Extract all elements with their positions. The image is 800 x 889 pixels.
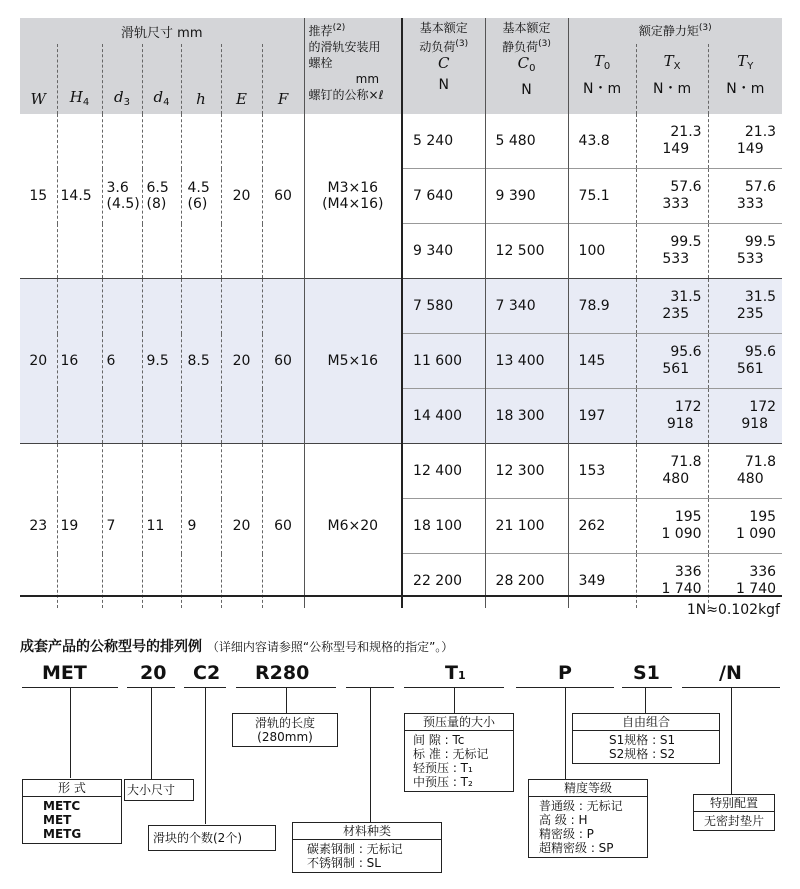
blocks-box: 滑块的个数(2个) <box>148 825 276 851</box>
connector-preload <box>454 687 455 713</box>
bolt-header: 推荐$^{(2)}$ 的滑轨安装用 螺栓 mm 螺钉的公称×ℓ <box>304 18 402 114</box>
cell-W: 23 <box>20 444 57 609</box>
cell-C0: 21 100 <box>485 499 568 554</box>
cell-C0: 9 390 <box>485 169 568 224</box>
cell-C0: 12 300 <box>485 444 568 499</box>
cell-TX: 172 918 <box>636 389 708 444</box>
col-d4: $d_4$ <box>142 44 181 114</box>
code-size: 20 <box>140 662 167 684</box>
code-met: MET <box>42 662 87 684</box>
moment-header: 额定静力矩$^{(3)}$ <box>568 18 782 44</box>
cell-bolt: M5×16 <box>304 279 402 444</box>
code-combo: S1 <box>633 662 660 684</box>
cell-TY: 172 918 <box>708 389 782 444</box>
cell-C0: 12 500 <box>485 224 568 279</box>
cell-C: 18 100 <box>402 499 485 554</box>
cell-T0: 145 <box>568 334 636 389</box>
dynamic-load-header: 基本额定 动负荷$^{(3)}$ C N <box>402 18 485 114</box>
special-box: 特别配置 无密封垫片 <box>693 794 775 831</box>
cell-C0: 28 200 <box>485 554 568 609</box>
col-TX: $T_X$ N・m <box>636 44 708 114</box>
table-row <box>20 279 782 334</box>
code-accuracy: P <box>558 662 572 684</box>
cell-C: 7 640 <box>402 169 485 224</box>
cell-TX: 21.3 149 <box>636 114 708 169</box>
cell-C: 11 600 <box>402 334 485 389</box>
cell-TX: 195 1 090 <box>636 499 708 554</box>
table-bottom-rule <box>20 595 782 597</box>
code-preload: T1 <box>445 662 466 684</box>
connector-size <box>151 687 152 779</box>
cell-d3: 7 <box>102 444 142 609</box>
cell-F: 60 <box>262 279 304 444</box>
cell-E: 20 <box>221 114 262 279</box>
dim-group-header: 滑轨尺寸 mm <box>20 18 304 44</box>
cell-C0: 7 340 <box>485 279 568 334</box>
code-length: R280 <box>255 662 310 684</box>
cell-T0: 43.8 <box>568 114 636 169</box>
cell-bolt: M6×20 <box>304 444 402 609</box>
cell-H4: 16 <box>57 279 102 444</box>
example-title: 成套产品的公称型号的排列例 （详细内容请参照“公称型号和规格的指定”。） <box>20 639 454 655</box>
cell-TY: 21.3 149 <box>708 114 782 169</box>
cell-H4: 14.5 <box>57 114 102 279</box>
connector-length <box>286 687 287 713</box>
cell-C0: 18 300 <box>485 389 568 444</box>
cell-h: 4.5 (6) <box>181 114 221 279</box>
cell-F: 60 <box>262 114 304 279</box>
cell-TY: 57.6 333 <box>708 169 782 224</box>
cell-T0: 78.9 <box>568 279 636 334</box>
cell-C: 9 340 <box>402 224 485 279</box>
material-box: 材料种类 碳素钢制 : 无标记 不锈钢制 : SL <box>292 822 442 873</box>
cell-d4: 11 <box>142 444 181 609</box>
cell-d4: 6.5 (8) <box>142 114 181 279</box>
combo-box: 自由组合 S1规格 : S1 S2规格 : S2 <box>572 713 720 764</box>
cell-h: 9 <box>181 444 221 609</box>
cell-TX: 95.6 561 <box>636 334 708 389</box>
spec-table-body <box>20 114 782 608</box>
underline-combo <box>622 687 672 688</box>
cell-C0: 13 400 <box>485 334 568 389</box>
cell-d3: 6 <box>102 279 142 444</box>
spec-table <box>20 18 782 608</box>
cell-F: 60 <box>262 444 304 609</box>
cell-TY: 195 1 090 <box>708 499 782 554</box>
connector-accuracy <box>565 687 566 779</box>
preload-box: 预压量的大小 间 隙 : Tc 标 准 : 无标记 轻预压 : T₁ 中预压 : T₂ <box>404 713 514 792</box>
cell-TY: 99.5 533 <box>708 224 782 279</box>
cell-E: 20 <box>221 279 262 444</box>
cell-T0: 197 <box>568 389 636 444</box>
form-list: METC MET METG <box>43 799 82 841</box>
cell-TX: 336 1 740 <box>636 554 708 609</box>
accuracy-box: 精度等级 普通级 : 无标记 高 级 : H 精密级 : P 超精密级 : SP <box>528 779 648 858</box>
col-TY: $T_Y$ N・m <box>708 44 782 114</box>
cell-T0: 75.1 <box>568 169 636 224</box>
connector-material <box>370 687 371 822</box>
cell-TX: 71.8 480 <box>636 444 708 499</box>
cell-C: 7 580 <box>402 279 485 334</box>
cell-C: 5 240 <box>402 114 485 169</box>
cell-TY: 71.8 480 <box>708 444 782 499</box>
cell-d4: 9.5 <box>142 279 181 444</box>
cell-d3: 3.6 (4.5) <box>102 114 142 279</box>
col-W: W <box>20 44 57 114</box>
cell-TY: 95.6 561 <box>708 334 782 389</box>
col-F: F <box>262 44 304 114</box>
table-row <box>20 444 782 499</box>
col-T0: $T_0$ N・m <box>568 44 636 114</box>
code-c2: C2 <box>193 662 221 684</box>
cell-T0: 100 <box>568 224 636 279</box>
cell-T0: 153 <box>568 444 636 499</box>
code-special: /N <box>719 662 742 684</box>
cell-C0: 5 480 <box>485 114 568 169</box>
table-row <box>20 114 782 169</box>
cell-bolt: M3×16 (M4×16) <box>304 114 402 279</box>
cell-TX: 57.6 333 <box>636 169 708 224</box>
cell-T0: 262 <box>568 499 636 554</box>
cell-T0: 349 <box>568 554 636 609</box>
connector-met <box>70 687 71 778</box>
form-box: 形 式 METC MET METG <box>22 779 122 844</box>
cell-C: 22 200 <box>402 554 485 609</box>
col-H4: $H_4$ <box>57 44 102 114</box>
cell-TX: 99.5 533 <box>636 224 708 279</box>
col-E: E <box>221 44 262 114</box>
connector-combo <box>645 687 646 713</box>
connector-special <box>731 687 732 794</box>
length-box: 滑轨的长度 (280mm) <box>232 713 338 747</box>
cell-h: 8.5 <box>181 279 221 444</box>
cell-W: 20 <box>20 279 57 444</box>
cell-C: 14 400 <box>402 389 485 444</box>
connector-c2 <box>205 687 206 824</box>
static-load-header: 基本额定 静负荷$^{(3)}$ $C_0$ N <box>485 18 568 114</box>
size-box: 大小尺寸 <box>124 779 194 801</box>
unit-conversion: 1N≈0.102kgf <box>686 602 780 618</box>
cell-H4: 19 <box>57 444 102 609</box>
cell-E: 20 <box>221 444 262 609</box>
cell-TX: 31.5 235 <box>636 279 708 334</box>
cell-TY: 336 1 740 <box>708 554 782 609</box>
col-h: h <box>181 44 221 114</box>
cell-TY: 31.5 235 <box>708 279 782 334</box>
col-d3: $d_3$ <box>102 44 142 114</box>
cell-C: 12 400 <box>402 444 485 499</box>
cell-W: 15 <box>20 114 57 279</box>
